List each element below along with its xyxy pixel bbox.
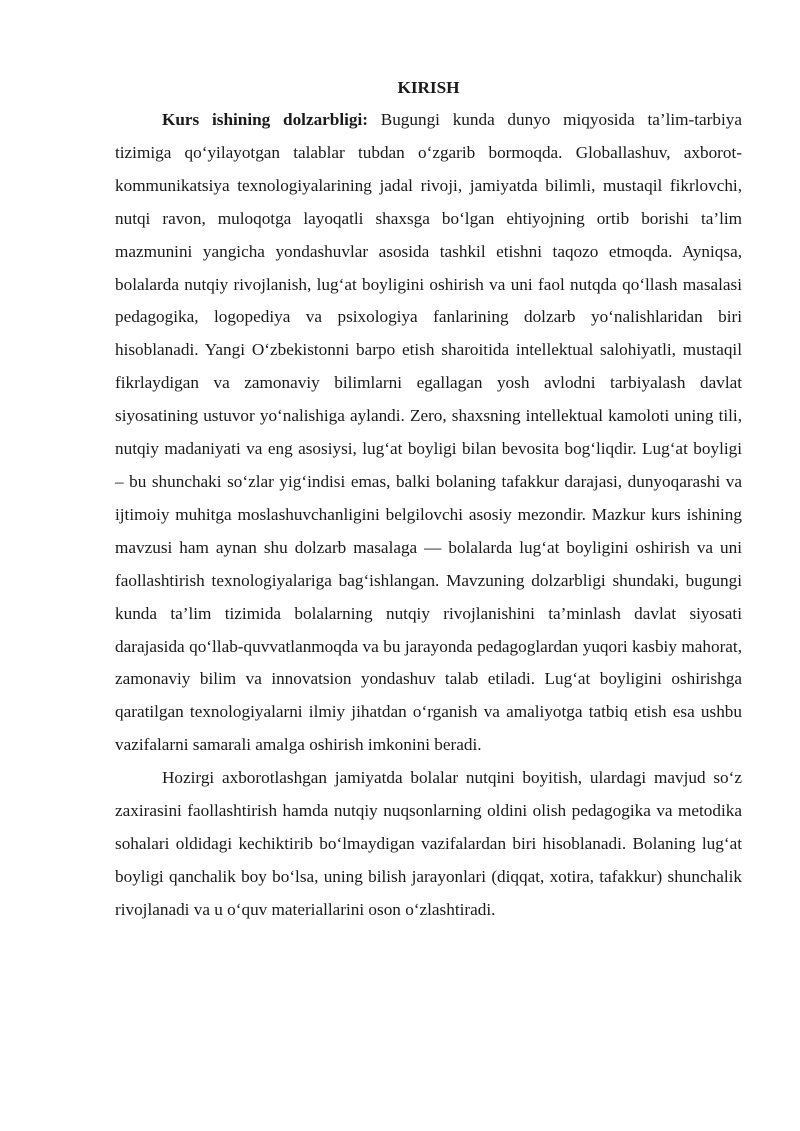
paragraph-text: Bugungi kunda dunyo miqyosida ta’lim-tarbiya tizimiga qo‘yilayotgan talablar tubdan o‘zgarib bormoqda. Globallashuv, axborot-kommunikatsiya texnologiyalarining jadal rivoji, jamiyatda bilimli, mustaqil fikrlovchi, nutqi ravon, muloqotga layoqatli shaxsga bo‘lgan ehtiyojning ortib borishi ta’lim mazmunini yangicha yondashuvlar asosida tashkil etishni taqozo etmoqda. Ayniqsa, bolalarda nutqiy rivojlanish, lug‘at boyligini oshirish va uni faol nutqda qo‘llash masalasi pedagogika, logopediya va psixologiya fanlarining dolzarb yo‘nalishlaridan biri hisoblanadi. Yangi O‘zbekistonni barpo etish sharoitida intellektual salohiyatli, mustaqil fikrlaydigan va zamonaviy bilimlarni egallagan yosh avlodni tarbiyalash davlat siyosatining ustuvor yo‘nalishiga aylandi. Zero, shaxsning intellektual kamoloti uning tili, nutqiy madaniyati va eng asosiysi, lug‘at boyligi bilan bevosita bog‘liqdir. Lug‘at boyligi – bu shunchaki so‘zlar yig‘indisi emas, balki bolaning tafakkur darajasi, dunyoqarashi va ijtimoiy muhitga moslashuvchanligini belgilovchi asosiy mezondir. Mazkur kurs ishining mavzusi ham aynan shu dolzarb masalaga — bolalarda lug‘at boyligini oshirish va uni faollashtirish texnologiyalariga bag‘ishlangan. Mavzuning dolzarbligi shundaki, bugungi kunda ta’lim tizimida bolalarning nutqiy rivojlanishini ta’minlash davlat siyosati darajasida qo‘llab-quvvatlanmoqda va bu jarayonda pedagoglardan yuqori kasbiy mahorat, zamonaviy bilim va innovatsion yondashuv talab etiladi. Lug‘at boyligini oshirishga qaratilgan texnologiyalarni ilmiy jihatdan o‘rganish va amaliyotga tatbiq etish esa ushbu vazifalarni samarali amalga oshirish imkonini beradi. — [115, 110, 742, 755]
section-heading: KIRISH — [397, 78, 460, 97]
paragraph-text: Hozirgi axborotlashgan jamiyatda bolalar nutqini boyitish, ulardagi mavjud so‘z zaxirasini faollashtirish hamda nutqiy nuqsonlarning oldini olish pedagogika va metodika sohalari oldidagi kechiktirib bo‘lmaydigan vazifalardan biri hisoblanadi. Bolaning lug‘at boyligi qanchalik boy bo‘lsa, uning bilish jarayonlari (diqqat, xotira, tafakkur) shunchalik rivojlanadi va u o‘quv materiallarini oson o‘zlashtiradi. — [115, 768, 742, 919]
paragraph-relevance — [115, 104, 742, 762]
paragraph-lead: Kurs ishining dolzarbligi: — [162, 110, 368, 129]
document-body — [115, 72, 742, 927]
paragraph-information-society — [115, 762, 742, 927]
